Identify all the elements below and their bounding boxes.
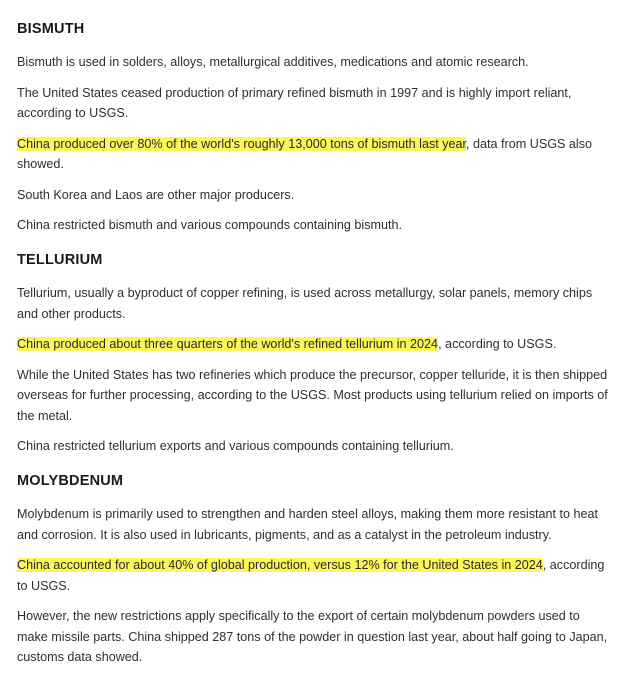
highlighted-text: China accounted for about 40% of global production, versus 12% for the United States in 2024 [17, 558, 543, 572]
paragraph-with-highlight [17, 334, 608, 355]
paragraph: While the United States has two refineries which produce the precursor, copper telluride, it is then shipped overseas for further processing, according to the USGS. Most products using tellurium relied on imports of the metal. [17, 367, 608, 423]
section-heading-tellurium: TELLURIUM [17, 252, 103, 268]
paragraph-text: , according to USGS. [17, 558, 605, 593]
paragraph-text: , according to USGS. [438, 337, 557, 351]
paragraph: Tellurium, usually a byproduct of copper refining, is used across metallurgy, solar panels, memory chips and other products. [17, 286, 593, 321]
section-tellurium [17, 251, 608, 467]
paragraph-with-highlight [17, 555, 608, 596]
highlighted-text: China produced over 80% of the world's roughly 13,000 tons of bismuth last year [17, 136, 467, 151]
paragraph: China restricted tellurium exports and various compounds containing tellurium. [17, 439, 454, 453]
section-heading-bismuth: BISMUTH [17, 21, 85, 37]
paragraph: China restricted bismuth and various compounds containing bismuth. [17, 218, 403, 232]
section-molybdenum [17, 472, 608, 678]
paragraph-with-highlight [17, 134, 608, 175]
paragraph: The United States ceased production of primary refined bismuth in 1997 and is highly import reliant, according to USGS. [17, 85, 572, 120]
section-bismuth [17, 20, 608, 246]
paragraph: Bismuth is used in solders, alloys, metallurgical additives, medications and atomic research. [17, 55, 529, 69]
paragraph-text: , data from USGS also showed. [17, 136, 593, 171]
section-heading-molybdenum: MOLYBDENUM [17, 473, 124, 489]
paragraph: However, the new restrictions apply specifically to the export of certain molybdenum powders used to make missile parts. China shipped 287 tons of the powder in question last year, about half going to Japan, customs data showed. [17, 609, 608, 664]
paragraph: South Korea and Laos are other major producers. [17, 187, 295, 202]
highlighted-text: China produced about three quarters of the world's refined tellurium in 2024 [17, 337, 439, 351]
paragraph: Molybdenum is primarily used to strengthen and harden steel alloys, making them more resistant to heat and corrosion. It is also used in lubricants, pigments, and as a catalyst in the petroleum industry. [17, 507, 599, 542]
